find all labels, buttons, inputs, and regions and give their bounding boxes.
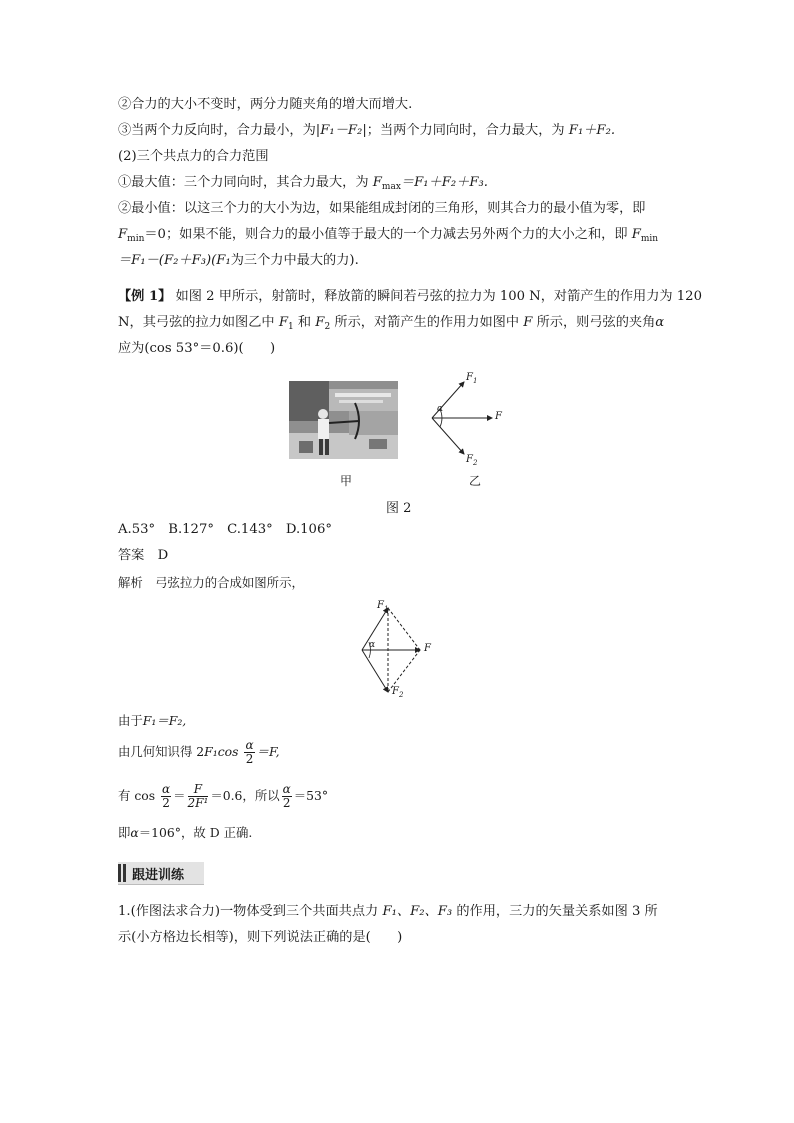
- solution-step-1: 由于F₁＝F₂,: [118, 713, 187, 728]
- label-F2-yi: $F_2$: [466, 454, 478, 467]
- section-title: 跟进训练: [132, 868, 185, 883]
- figure-caption: 图 2: [386, 501, 412, 516]
- caption-jia: 甲: [340, 474, 353, 488]
- force-diagram-yi: [420, 368, 520, 468]
- example-line-3: 应为(cos 53°＝0.6)( ): [118, 341, 276, 356]
- section-heading: [118, 862, 204, 885]
- label-F2-rhombus: $F_2$: [392, 686, 404, 699]
- text-line-4: ①最大值：三个力同向时，其合力最大，为 $F_{max}=F_1+F_2+F_3$.: [118, 175, 488, 192]
- text-line-1: ②合力的大小不变时，两分力随夹角的增大而增大.: [118, 97, 413, 112]
- section-marker: [118, 864, 121, 882]
- label-F-rhombus: F: [424, 643, 431, 654]
- label-alpha-yi: α: [437, 404, 444, 414]
- answer-line: 答案 D: [118, 548, 169, 563]
- example-line-2: N，其弓弦的拉力如图乙中 $F_1$ 和 $F_2$ 所示，对箭产生的作用力如图中 F 所示，则弓弦的夹角α: [118, 315, 665, 332]
- solution-step-3: 有 cos $\frac{\alpha}{2}$ ＝ $\frac{F}{\text{2F¹}}$ ＝0.6，所以 $\frac{\alpha}{2}$ ＝53°: [118, 782, 329, 810]
- label-F1-rhombus: $F_1$: [377, 600, 389, 613]
- text-line-3: (2)三个共点力的合力范围: [118, 149, 269, 164]
- archery-photo: [289, 381, 398, 459]
- label-F1-yi: $F_1$: [466, 372, 478, 385]
- label-F-yi: F: [495, 411, 502, 422]
- example-line-1: 【例 1】 如图 2 甲所示，射箭时，释放箭的瞬间若弓弦的拉力为 100 N，对箭产生的作用力为 120: [118, 289, 702, 304]
- caption-yi: 乙: [469, 474, 482, 488]
- options: A.53° B.127° C.143° D.106°: [118, 522, 332, 537]
- section-marker-2: [123, 864, 126, 882]
- text-line-2: ③当两个力反向时，合力最小，为|F₁－F₂|；当两个力同向时，合力最大，为 F₁＋F₂.: [118, 123, 616, 138]
- question-1-line-2: 示(小方格边长相等)，则下列说法正确的是( ): [118, 930, 403, 945]
- text-line-5: ②最小值：以这三个力的大小为边，如果能组成封闭的三角形，则其合力的最小值为零，即: [118, 201, 646, 216]
- text-line-7: ＝F₁－(F₂＋F₃)(F₁为三个力中最大的力).: [118, 253, 359, 268]
- solution-step-4: 即α＝106°，故 D 正确.: [118, 825, 253, 840]
- label-alpha-rhombus: α: [369, 640, 376, 650]
- question-1-line-1: 1.(作图法求合力)一物体受到三个共面共点力 F₁、F₂、F₃ 的作用，三力的矢量关系如图 3 所: [118, 904, 658, 919]
- solution-step-2: 由几何知识得 2F₁cos $\frac{\alpha}{2}$ ＝F,: [118, 738, 280, 766]
- text-line-6: $F_{min}=0$；如果不能，则合力的最小值等于最大的一个力减去另外两个力的大小之和，即 $F_{min}$: [118, 227, 659, 244]
- analysis-line: 解析 弓弦拉力的合成如图所示，: [118, 575, 304, 590]
